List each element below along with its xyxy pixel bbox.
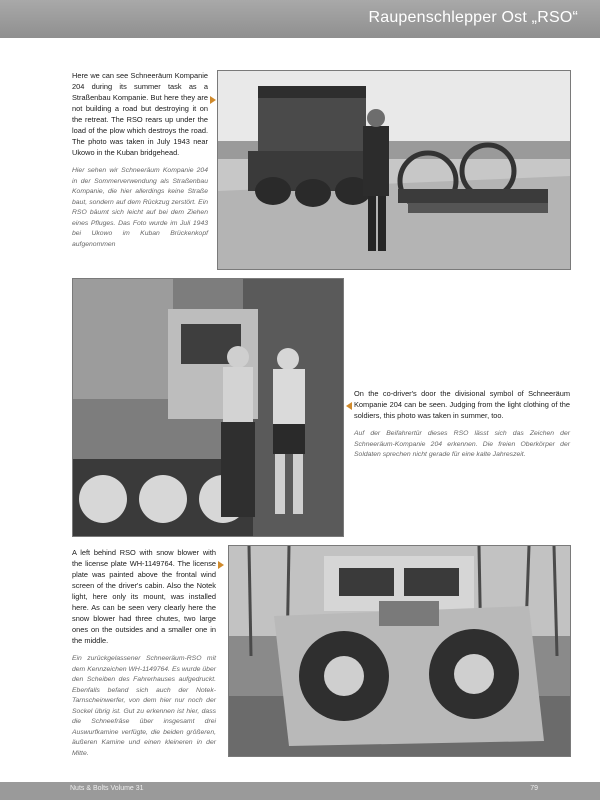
caption-photo-3 <box>72 547 216 759</box>
page-title: Raupenschlepper Ost „RSO“ <box>368 9 578 26</box>
photo-rso-snow-blower <box>228 545 571 757</box>
caption-german: Ein zurückgelassener Schneeräum-RSO mit dem Kennzeichen WH-1149764. Es wurde über den Scheiben des Fahrerhauses aufgedruckt. Ebenfalls befand sich auch der Notek-Tarnscheinwerfer, von dem hier nur noch der Sockel übrig ist. Gut zu erkennen ist hier, dass die Schneefräse über insgesamt drei Auswurfkamine verfügte, die beiden größeren, äußeren Kamine und einen kleineren in der Mitte. <box>72 655 216 757</box>
caption-english: A left behind RSO with snow blower with the license plate WH-1149764. The license plate was painted above the frontal wind screen of the driver's cabin. Also the Notek light, here only its mount, was installed here. As can be seen very clearly here the snow blower had three chutes, two large ones on the outsides and a smaller one in the middle. <box>72 548 216 645</box>
caption-photo-1 <box>72 70 208 250</box>
page-header <box>0 0 600 38</box>
caption-german: Auf der Beifahrertür dieses RSO lässt sich das Zeichen der Schneeräum-Kompanie 204 erkennen. Die freien Oberkörper der Soldaten sprechen nicht gerade für eine kalte Jahreszeit. <box>354 430 570 458</box>
caption-pointer-icon <box>218 561 224 569</box>
caption-pointer-icon <box>346 402 352 410</box>
photo-rso-soldiers <box>72 278 344 537</box>
caption-english: On the co-driver's door the divisional symbol of Schneeräum Kompanie 204 can be seen. Judging from the light clothing of the soldiers, this photo was taken in summer, too. <box>354 389 570 420</box>
photo-rso-road-plow <box>217 70 571 270</box>
publication-title: Nuts & Bolts Volume 31 <box>70 785 144 792</box>
caption-german: Hier sehen wir Schneeräum Kompanie 204 in der Sommerverwendung als Straßenbau Kompanie, die hier allerdings keine Straße baut, sondern auf dem Rückzug zerstört. Ein RSO bäumt sich leicht auf bei dem Ziehen eines Pfluges. Das Foto wurde im Juli 1943 bei Ukowo im Kuban Brückenkopf aufgenommen <box>72 167 208 248</box>
caption-english: Here we can see Schneeräum Kompanie 204 during its summer task as a Straßenbau Kompanie. But here they are not building a road but destroying it on the retreat. The RSO rears up under the load of the plow which destroys the road. The photo was taken in July 1943 near Ukowo in the Kuban bridgehead. <box>72 71 208 157</box>
caption-pointer-icon <box>210 96 216 104</box>
page-footer <box>0 782 600 800</box>
page-number: 79 <box>530 785 538 792</box>
caption-photo-2 <box>354 388 570 461</box>
